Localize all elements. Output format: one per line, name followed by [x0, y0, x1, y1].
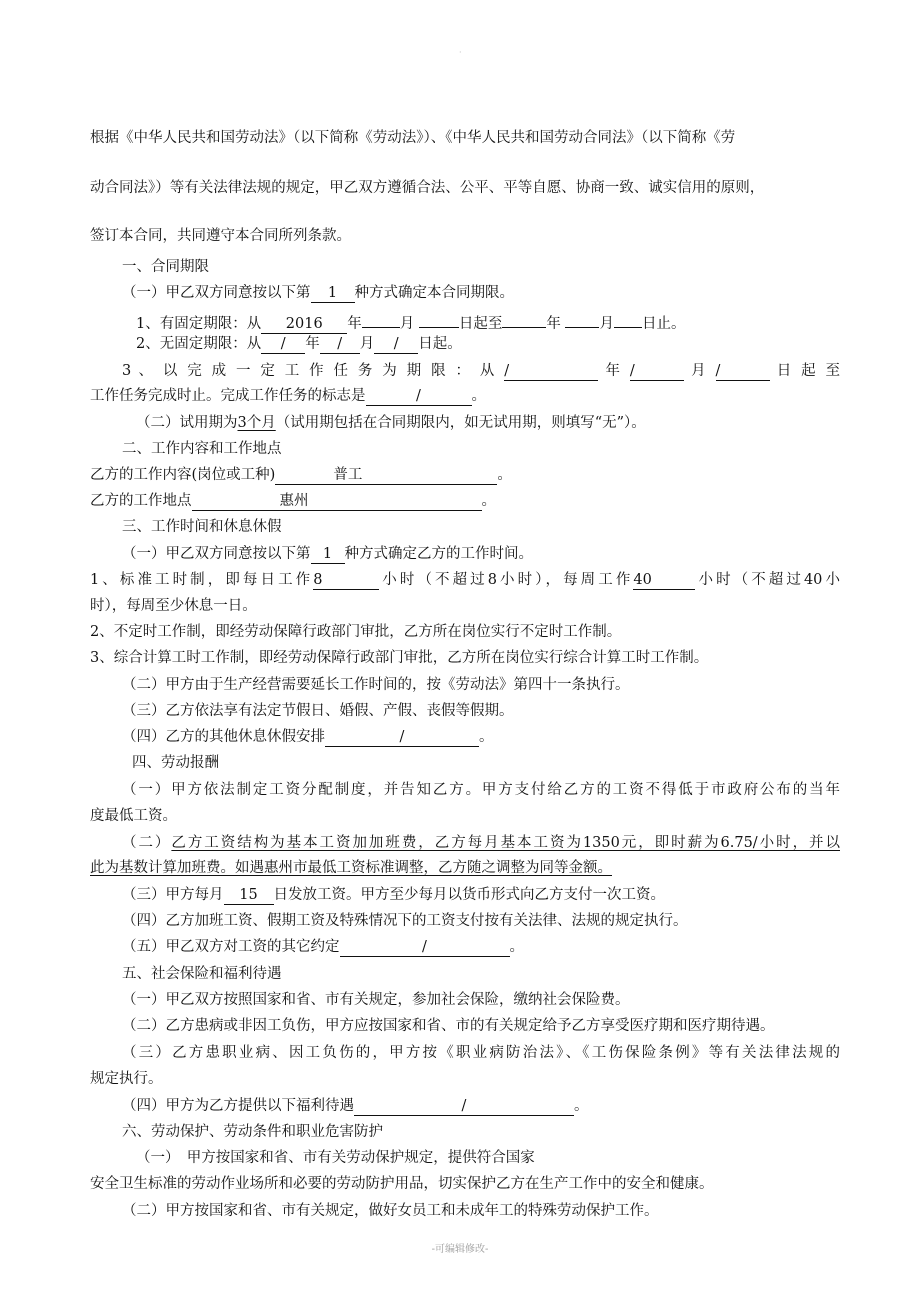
s4-clause-4: （四）乙方加班工资、假期工资及特殊情况下的工资支付按有关法律、法规的规定执行。	[122, 913, 688, 929]
s3-clause-1: （一）甲乙双方同意按以下第 1 种方式确定乙方的工作时间。	[122, 546, 533, 562]
s3-method-value: 1	[311, 545, 345, 564]
s6-clause-1: （一） 甲方按国家和省、市有关劳动保护规定，提供符合国家	[136, 1150, 535, 1166]
payday-value: 15	[224, 886, 274, 905]
s1-task-term: 3 、 以 完 成 一 定 工 作 任 务 为 期 限 ： 从 / 年 / 月 / 日 起 至	[122, 363, 841, 379]
section-4-title: 四、劳动报酬	[132, 755, 219, 771]
intro-line-3: 签订本合同，共同遵守本合同所列条款。	[90, 228, 351, 244]
section-5-title: 五、社会保险和福利待遇	[122, 966, 282, 982]
s3-flexible-hours: 2、不定时工作制，即经劳动保障行政部门审批，乙方所在岗位实行不定时工作制。	[90, 624, 622, 640]
s3-standard-hours-2: 时），每周至少休息一日。	[90, 598, 257, 614]
s3-clause-4: （四）乙方的其他休息休假安排 / 。	[122, 729, 494, 745]
intro-line-1: 根据《中华人民共和国劳动法》（以下简称《劳动法》）、《中华人民共和国劳动合同法》（以下简称《劳	[90, 130, 736, 146]
s1-start-year: 2016	[261, 315, 347, 334]
s2-job-content: 乙方的工作内容(岗位或工种) 普工 。	[90, 467, 512, 483]
s4-clause-3: （三）甲方每月 15 日发放工资。甲方至少每月以货币形式向乙方支付一次工资。	[122, 887, 665, 903]
job-location-value: 惠州	[192, 492, 482, 511]
s3-standard-hours: 1、标准工时制，即每日工作8 小时（不超过8小时），每周工作40 小时（不超过40小	[90, 572, 840, 588]
s5-clause-3: （三）乙方患职业病、因工负伤的，甲方按《职业病防治法》、《工伤保险条例》等有关法律法规的	[122, 1045, 840, 1061]
top-mark: ·	[459, 48, 462, 57]
s1-task-term-2: 工作任务完成时止。完成工作任务的标志是 / 。	[90, 388, 486, 404]
s1-method-value: 1	[311, 284, 355, 303]
s4-clause-1: （一）甲方依法制定工资分配制度，并告知乙方。甲方支付给乙方的工资不得低于市政府公布的当年	[122, 782, 840, 798]
s6-clause-1-2: 安全卫生标准的劳动作业场所和必要的劳动防护用品，切实保护乙方在生产工作中的安全和健康。	[90, 1176, 714, 1192]
daily-hours-value: 8	[313, 571, 379, 590]
s1-clause-1: （一）甲乙双方同意按以下第 1 种方式确定本合同期限。	[122, 285, 514, 301]
s1-probation: （二）试用期为3个月（试用期包括在合同期限内，如无试用期，则填写“无”）。	[136, 415, 646, 431]
section-2-title: 二、工作内容和工作地点	[122, 441, 282, 457]
s4-clause-2-2: 此为基数计算加班费。如遇惠州市最低工资标准调整，乙方随之调整为同等金额。	[90, 860, 612, 876]
s1-fixed-term: 1、有固定期限：从 2016 年 月 日起至 年 月 日止。	[136, 309, 685, 334]
probation-value: 3个月	[237, 415, 276, 431]
page-footer: -可编辑修改-	[431, 1244, 489, 1255]
job-content-value: 普工	[275, 466, 497, 485]
s4-clause-1-2: 度最低工资。	[90, 808, 177, 824]
section-3-title: 三、工作时间和休息休假	[122, 519, 282, 535]
s5-clause-4: （四）甲方为乙方提供以下福利待遇 / 。	[122, 1098, 589, 1114]
s3-comprehensive-hours: 3、综合计算工时工作制，即经劳动保障行政部门审批，乙方所在岗位实行综合计算工时工作制。	[90, 650, 709, 666]
s6-clause-2: （二）甲方按国家和省、市有关规定，做好女员工和未成年工的特殊劳动保护工作。	[122, 1203, 659, 1219]
section-1-title: 一、合同期限	[122, 259, 209, 275]
s3-clause-3: （三）乙方依法享有法定节假日、婚假、产假、丧假等假期。	[122, 703, 514, 719]
weekly-hours-value: 40	[633, 571, 695, 590]
intro-line-2: 动合同法》）等有关法律法规的规定，甲乙双方遵循合法、公平、平等自愿、协商一致、诚实信用的原则，	[90, 180, 765, 196]
s5-clause-3-2: 规定执行。	[90, 1071, 163, 1087]
s1-open-term: 2、无固定期限：从 / 年 / 月 / 日起。	[136, 336, 462, 352]
s5-clause-2: （二）乙方患病或非因工负伤，甲方应按国家和省、市的有关规定给予乙方享受医疗期和医疗期待遇。	[122, 1018, 775, 1034]
s3-clause-2: （二）甲方由于生产经营需要延长工作时间的，按《劳动法》第四十一条执行。	[122, 677, 630, 693]
s2-job-location: 乙方的工作地点 惠州 。	[90, 493, 496, 509]
s5-clause-1: （一）甲乙双方按照国家和省、市有关规定，参加社会保险，缴纳社会保险费。	[122, 992, 630, 1008]
s4-clause-2: （二）乙方工资结构为基本工资加加班费，乙方每月基本工资为1350元，即时薪为6.75/小时，并以	[122, 835, 840, 851]
section-6-title: 六、劳动保护、劳动条件和职业危害防护	[122, 1124, 383, 1140]
s4-clause-5: （五）甲乙双方对工资的其它约定 / 。	[122, 939, 524, 955]
